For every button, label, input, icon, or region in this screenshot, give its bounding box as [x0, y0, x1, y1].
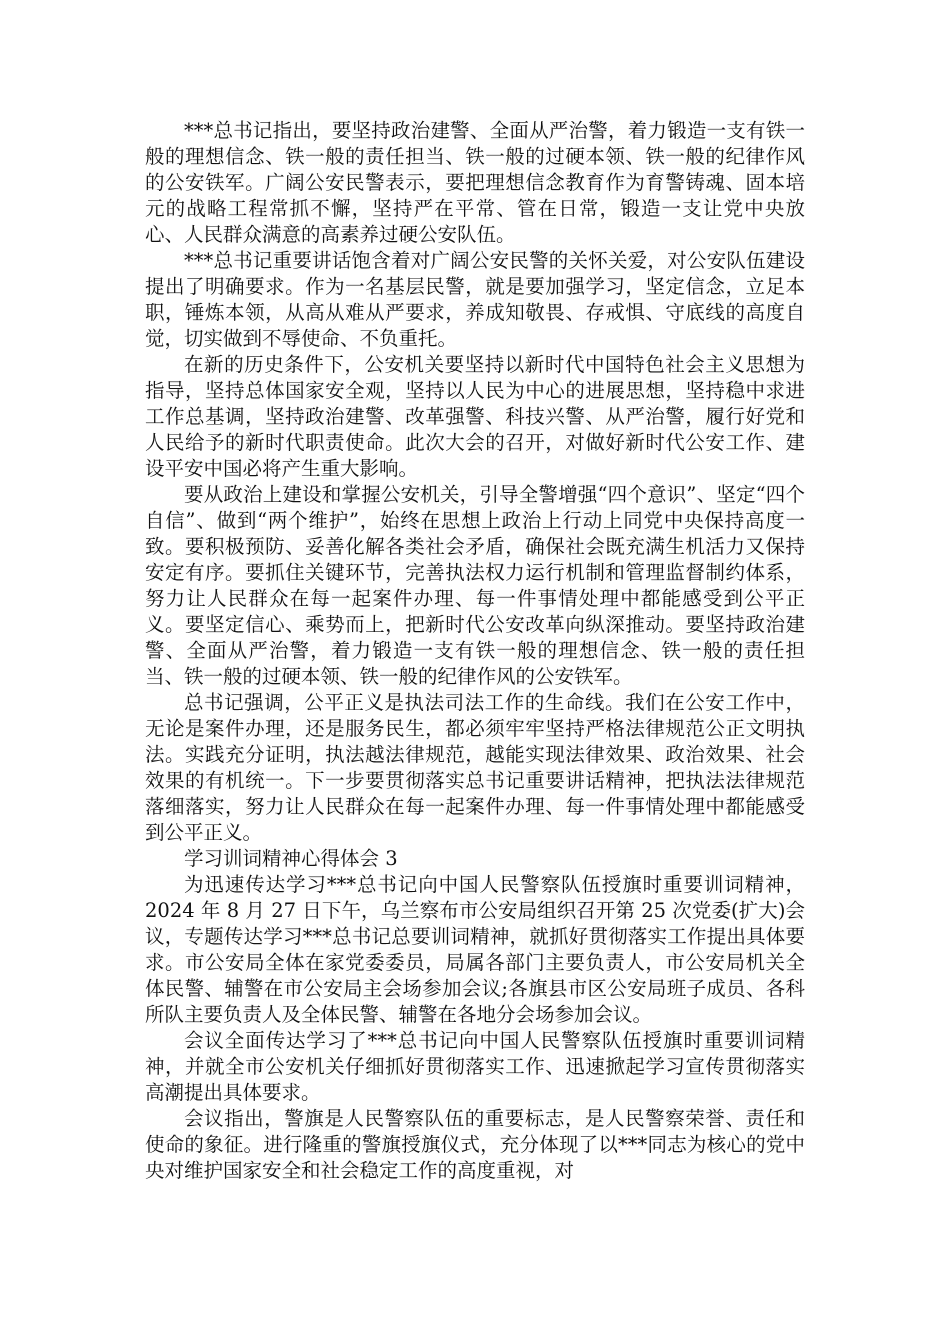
paragraph: 为迅速传达学习***总书记向中国人民警察队伍授旗时重要训词精神，2024 年 8 月 27 日下午，乌兰察布市公安局组织召开第 25 次党委(扩大)会议，专题传达学习***总书记总要训词精神，就抓好贯彻落实工作提出具体要求。市公安局全体在家党委委员，局属各部门主要负责人，市公安局机关全体民警、辅警在市公安局主会场参加会议;各旗县市区公安局班子成员、各科所队主要负责人及全体民警、辅警在各地分会场参加会议。	[145, 873, 805, 1026]
paragraph: 要从政治上建设和掌握公安机关，引导全警增强“四个意识”、坚定“四个自信”、做到“两个维护”，始终在思想上政治上行动上同党中央保持高度一致。要积极预防、妥善化解各类社会矛盾，确保社会既充满生机活力又保持安定有序。要抓住关键环节，完善执法权力运行机制和管理监督制约体系，努力让人民群众在每一起案件办理、每一件事情处理中都能感受到公平正义。要坚定信心、乘势而上，把新时代公安改革向纵深推动。要坚持政治建警、全面从严治警，着力锻造一支有铁一般的理想信念、铁一般的责任担当、铁一般的过硬本领、铁一般的纪律作风的公安铁军。	[145, 483, 805, 688]
paragraph: 总书记强调，公平正义是执法司法工作的生命线。我们在公安工作中，无论是案件办理，还是服务民生，都必须牢牢坚持严格法律规范公正文明执法。实践充分证明，执法越法律规范，越能实现法律效果、政治效果、社会效果的有机统一。下一步要贯彻落实总书记重要讲话精神，把执法法律规范落细落实，努力让人民群众在每一起案件办理、每一件事情处理中都能感受到公平正义。	[145, 691, 805, 844]
paragraph: 会议指出，警旗是人民警察队伍的重要标志，是人民警察荣誉、责任和使命的象征。进行隆重的警旗授旗仪式，充分体现了以***同志为核心的党中央对维护国家安全和社会稳定工作的高度重视，对	[145, 1107, 805, 1182]
paragraph: ***总书记指出，要坚持政治建警、全面从严治警，着力锻造一支有铁一般的理想信念、铁一般的责任担当、铁一般的过硬本领、铁一般的纪律作风的公安铁军。广阔公安民警表示，要把理想信念教育作为育警铸魂、固本培元的战略工程常抓不懈，坚持严在平常、管在日常，锻造一支让党中央放心、人民群众满意的高素养过硬公安队伍。	[145, 119, 805, 246]
section-heading: 学习训词精神心得体会 3	[184, 847, 398, 870]
document-body	[145, 118, 805, 1184]
paragraph: ***总书记重要讲话饱含着对广阔公安民警的关怀关爱，对公安队伍建设提出了明确要求。作为一名基层民警，就是要加强学习，坚定信念，立足本职，锤炼本领，从高从难从严要求，养成知敬畏、存戒惧、守底线的高度自觉，切实做到不辱使命、不负重托。	[145, 249, 805, 350]
paragraph: 会议全面传达学习了***总书记向中国人民警察队伍授旗时重要训词精神，并就全市公安机关仔细抓好贯彻落实工作、迅速掀起学习宣传贯彻落实高潮提出具体要求。	[145, 1029, 805, 1104]
paragraph: 在新的历史条件下，公安机关要坚持以新时代中国特色社会主义思想为指导，坚持总体国家安全观，坚持以人民为中心的进展思想，坚持稳中求进工作总基调，坚持政治建警、改革强警、科技兴警、从严治警，履行好党和人民给予的新时代职责使命。此次大会的召开，对做好新时代公安工作、建设平安中国必将产生重大影响。	[145, 353, 805, 480]
